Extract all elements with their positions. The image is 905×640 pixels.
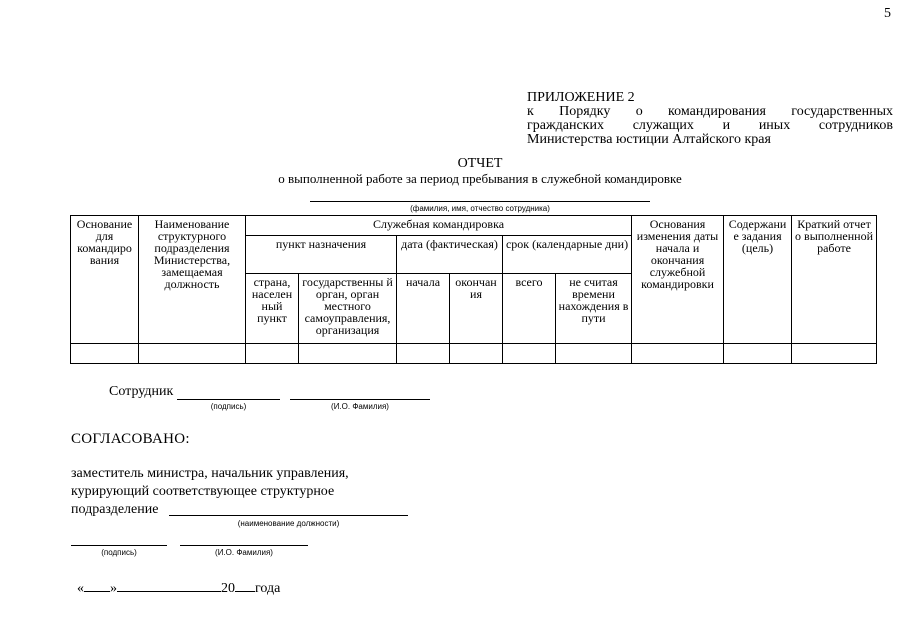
- day-field[interactable]: [84, 579, 110, 592]
- appendix-block: [527, 91, 893, 147]
- header-organization: государственны й орган, орган местного самоуправления, организация: [299, 274, 397, 344]
- table-cell[interactable]: [556, 344, 632, 364]
- table-cell[interactable]: [632, 344, 724, 364]
- deputy-line-3: подразделение: [71, 502, 159, 517]
- employee-name-field[interactable]: [290, 399, 430, 400]
- appendix-line-3: Министерства юстиции Алтайского края: [527, 132, 771, 147]
- deputy-line-1: заместитель министра, начальник управления,: [71, 466, 349, 481]
- deputy-name-caption: (И.О. Фамилия): [215, 548, 273, 557]
- table-cell[interactable]: [71, 344, 139, 364]
- year-field[interactable]: [235, 579, 255, 592]
- report-subtitle: о выполненной работе за период пребывания в служебной командировке: [278, 171, 682, 186]
- header-unit: Наименование структурного подразделения Министерства, замещаемая должность: [139, 216, 246, 344]
- month-field[interactable]: [117, 579, 221, 592]
- header-end: окончан ия: [450, 274, 503, 344]
- header-date: дата (фактическая): [397, 236, 503, 274]
- header-business-trip: Служебная командировка: [246, 216, 632, 236]
- employee-signature-caption: (подпись): [210, 402, 247, 411]
- header-destination: пункт назначения: [246, 236, 397, 274]
- table-cell[interactable]: [299, 344, 397, 364]
- appendix-heading: ПРИЛОЖЕНИЕ 2: [527, 90, 635, 105]
- deputy-signature-field[interactable]: [71, 545, 167, 546]
- header-change-basis: Основания изменения даты начала и окончания служебной командировки: [632, 216, 724, 344]
- table-cell[interactable]: [397, 344, 450, 364]
- appendix-line-1: к Порядку о командирования государственных: [527, 104, 893, 119]
- deputy-position-caption: (наименование должности): [237, 519, 340, 528]
- header-total-days: всего: [503, 274, 556, 344]
- deputy-position-block: [71, 465, 349, 519]
- header-summary: Краткий отчет о выполненной работе: [792, 216, 877, 344]
- table-cell[interactable]: [450, 344, 503, 364]
- year-prefix: 20: [221, 581, 235, 596]
- employee-signature-field[interactable]: [177, 399, 280, 400]
- date-line: [77, 579, 280, 597]
- table-cell[interactable]: [792, 344, 877, 364]
- page-number: 5: [884, 6, 891, 21]
- employee-name-caption: (И.О. Фамилия): [331, 402, 389, 411]
- header-basis: Основание для командиро вания: [71, 216, 139, 344]
- header-term: срок (календарные дни): [503, 236, 632, 274]
- header-start: начала: [397, 274, 450, 344]
- deputy-position-field[interactable]: [169, 515, 408, 516]
- report-table: [70, 215, 877, 364]
- table-cell[interactable]: [503, 344, 556, 364]
- deputy-name-field[interactable]: [180, 545, 308, 546]
- agreed-heading: СОГЛАСОВАНО:: [71, 431, 190, 447]
- header-country-city: страна, населен ный пункт: [246, 274, 299, 344]
- table-cell[interactable]: [139, 344, 246, 364]
- appendix-line-2: гражданских служащих и иных сотрудников: [527, 118, 893, 133]
- year-suffix: года: [255, 581, 281, 596]
- table-row: [71, 344, 877, 364]
- date-open-quote: «: [77, 581, 84, 596]
- date-close-quote: »: [110, 581, 117, 596]
- employee-fio-field[interactable]: [310, 201, 650, 202]
- employee-fio-caption: (фамилия, имя, отчество сотрудника): [410, 204, 550, 213]
- deputy-signature-caption: (подпись): [101, 548, 137, 557]
- table-cell[interactable]: [724, 344, 792, 364]
- header-task: Содержани е задания (цель): [724, 216, 792, 344]
- report-title: ОТЧЕТ: [457, 156, 503, 171]
- employee-label: Сотрудник: [109, 384, 174, 399]
- deputy-line-2: курирующий соответствующее структурное: [71, 484, 335, 499]
- header-days-excluding-travel: не считая времени нахождения в пути: [556, 274, 632, 344]
- table-cell[interactable]: [246, 344, 299, 364]
